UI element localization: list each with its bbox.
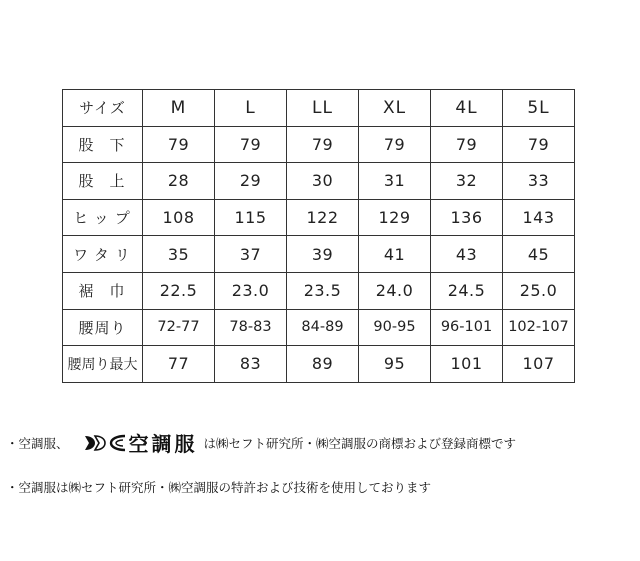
table-cell: 41 bbox=[359, 236, 431, 273]
table-cell: 31 bbox=[359, 163, 431, 200]
table-cell: 39 bbox=[287, 236, 359, 273]
table-cell: 23.0 bbox=[215, 272, 287, 309]
table-cell: 108 bbox=[143, 199, 215, 236]
header-label: サイズ bbox=[63, 90, 143, 127]
header-row bbox=[63, 90, 575, 127]
table-cell: 22.5 bbox=[143, 272, 215, 309]
kuchofuku-logo-icon bbox=[83, 433, 127, 453]
table-cell: 96-101 bbox=[431, 309, 503, 346]
table-cell: 78-83 bbox=[215, 309, 287, 346]
table-cell: 79 bbox=[431, 126, 503, 163]
table-cell: 37 bbox=[215, 236, 287, 273]
table-cell: 25.0 bbox=[503, 272, 575, 309]
size-header-ll: LL bbox=[287, 90, 359, 127]
table-cell: 83 bbox=[215, 346, 287, 383]
row-label: ヒップ bbox=[63, 199, 143, 236]
table-row bbox=[63, 199, 575, 236]
row-label: ワタリ bbox=[63, 236, 143, 273]
table-cell: 90-95 bbox=[359, 309, 431, 346]
table-cell: 84-89 bbox=[287, 309, 359, 346]
table-cell: 79 bbox=[287, 126, 359, 163]
table-cell: 79 bbox=[503, 126, 575, 163]
size-header-xl: XL bbox=[359, 90, 431, 127]
table-cell: 115 bbox=[215, 199, 287, 236]
table-cell: 32 bbox=[431, 163, 503, 200]
table-cell: 72-77 bbox=[143, 309, 215, 346]
row-label: 腰周り bbox=[63, 309, 143, 346]
table-cell: 23.5 bbox=[287, 272, 359, 309]
size-header-m: M bbox=[143, 90, 215, 127]
table-cell: 28 bbox=[143, 163, 215, 200]
table-cell: 79 bbox=[143, 126, 215, 163]
kuchofuku-logo bbox=[83, 428, 198, 457]
table-cell: 29 bbox=[215, 163, 287, 200]
table-row bbox=[63, 309, 575, 346]
table-row bbox=[63, 236, 575, 273]
table-row bbox=[63, 163, 575, 200]
table-cell: 43 bbox=[431, 236, 503, 273]
table-row bbox=[63, 272, 575, 309]
size-header-l: L bbox=[215, 90, 287, 127]
table-cell: 122 bbox=[287, 199, 359, 236]
row-label: 裾巾 bbox=[63, 272, 143, 309]
table-cell: 95 bbox=[359, 346, 431, 383]
patent-note: ・空調服は㈱セフト研究所・㈱空調服の特許および技術を使用しております bbox=[6, 480, 432, 495]
table-cell: 101 bbox=[431, 346, 503, 383]
row-label: 股下 bbox=[63, 126, 143, 163]
table-cell: 129 bbox=[359, 199, 431, 236]
table-cell: 136 bbox=[431, 199, 503, 236]
trademark-note bbox=[6, 428, 516, 457]
table-cell: 24.5 bbox=[431, 272, 503, 309]
table-cell: 35 bbox=[143, 236, 215, 273]
size-header-4l: 4L bbox=[431, 90, 503, 127]
table-cell: 79 bbox=[359, 126, 431, 163]
table-row bbox=[63, 346, 575, 383]
table-cell: 79 bbox=[215, 126, 287, 163]
table-cell: 77 bbox=[143, 346, 215, 383]
row-label: 腰周り最大 bbox=[63, 346, 143, 383]
table-cell: 30 bbox=[287, 163, 359, 200]
table-cell: 143 bbox=[503, 199, 575, 236]
table-cell: 89 bbox=[287, 346, 359, 383]
size-chart-table bbox=[62, 89, 575, 383]
trademark-note-suffix: は㈱セフト研究所・㈱空調服の商標および登録商標です bbox=[203, 435, 517, 451]
table-cell: 24.0 bbox=[359, 272, 431, 309]
table-cell: 45 bbox=[503, 236, 575, 273]
size-header-5l: 5L bbox=[503, 90, 575, 127]
row-label: 股上 bbox=[63, 163, 143, 200]
table-cell: 102-107 bbox=[503, 309, 575, 346]
trademark-note-prefix: ・空調服、 bbox=[6, 435, 69, 451]
table-row bbox=[63, 126, 575, 163]
table-cell: 33 bbox=[503, 163, 575, 200]
kuchofuku-logo-text: 空調服 bbox=[128, 432, 198, 456]
table-cell: 107 bbox=[503, 346, 575, 383]
